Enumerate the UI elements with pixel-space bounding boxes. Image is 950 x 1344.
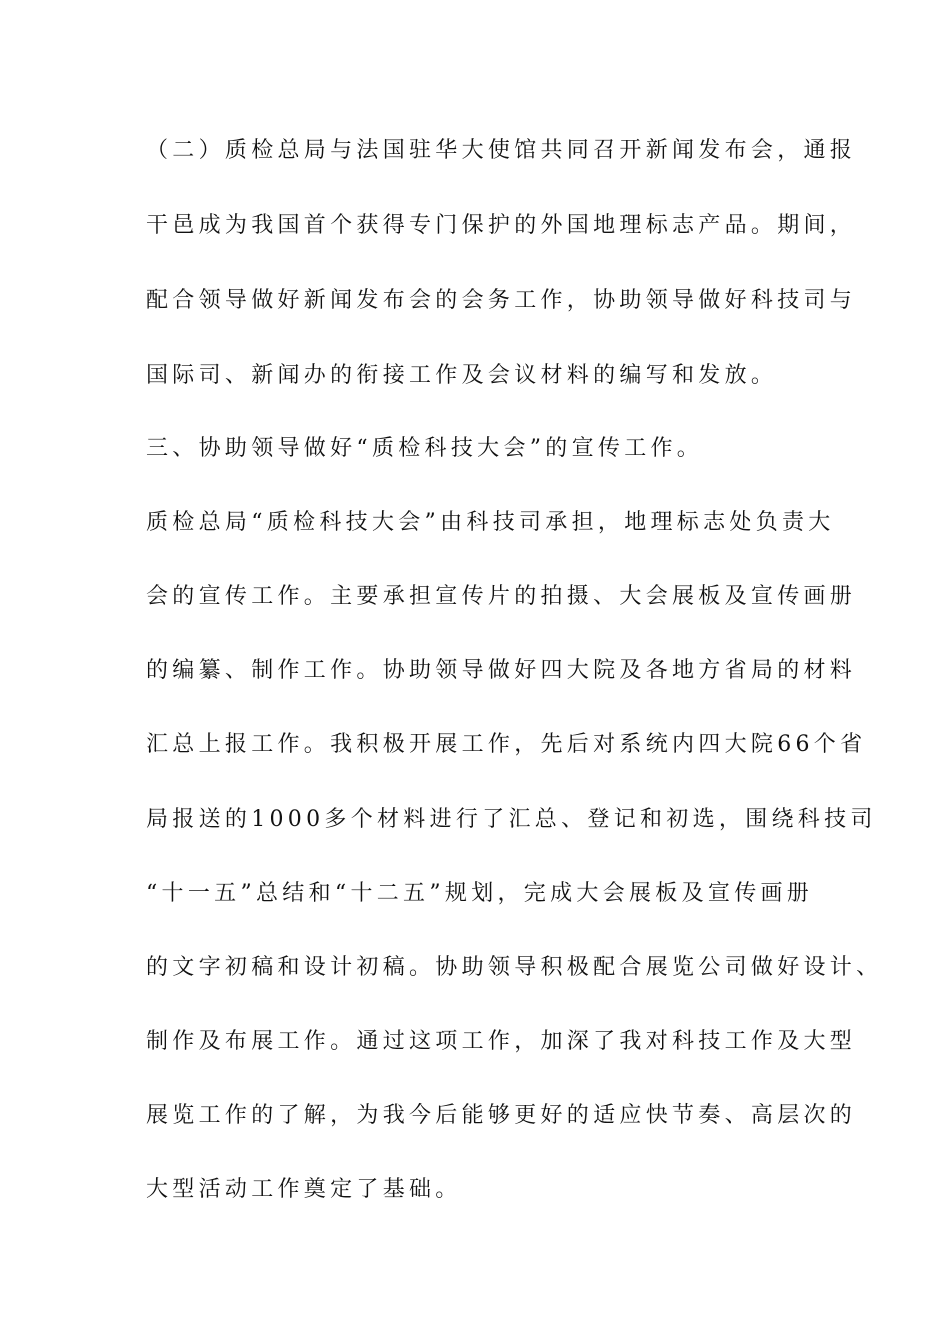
text-line: 的编纂、制作工作。协助领导做好四大院及各地方省局的材料 bbox=[146, 658, 857, 683]
text-line: （二）质检总局与法国驻华大使馆共同召开新闻发布会，通报 bbox=[146, 138, 857, 163]
text-line: 大型活动工作奠定了基础。 bbox=[146, 1177, 462, 1202]
text-line: 展览工作的了解，为我今后能够更好的适应快节奏、高层次的 bbox=[146, 1103, 857, 1128]
text-line: 配合领导做好新闻发布会的会务工作，协助领导做好科技司与 bbox=[146, 288, 857, 313]
text-line: 质检总局“质检科技大会”由科技司承担，地理标志处负责大 bbox=[146, 510, 835, 535]
text-line: 国际司、新闻办的衔接工作及会议材料的编写和发放。 bbox=[146, 363, 778, 388]
text-line: 制作及布展工作。通过这项工作，加深了我对科技工作及大型 bbox=[146, 1029, 857, 1054]
section-heading: 三、协助领导做好“质检科技大会”的宣传工作。 bbox=[146, 436, 704, 461]
text-line: 局报送的1000多个材料进行了汇总、登记和初选，围绕科技司 bbox=[146, 807, 877, 832]
text-line: 汇总上报工作。我积极开展工作，先后对系统内四大院66个省 bbox=[146, 732, 867, 757]
text-line: 会的宣传工作。主要承担宣传片的拍摄、大会展板及宣传画册 bbox=[146, 584, 857, 609]
text-line: 的文字初稿和设计初稿。协助领导积极配合展览公司做好设计、 bbox=[146, 955, 883, 980]
text-line: 干邑成为我国首个获得专门保护的外国地理标志产品。期间， bbox=[146, 213, 857, 238]
text-line: “十一五”总结和“十二五”规划，完成大会展板及宣传画册 bbox=[146, 881, 814, 906]
